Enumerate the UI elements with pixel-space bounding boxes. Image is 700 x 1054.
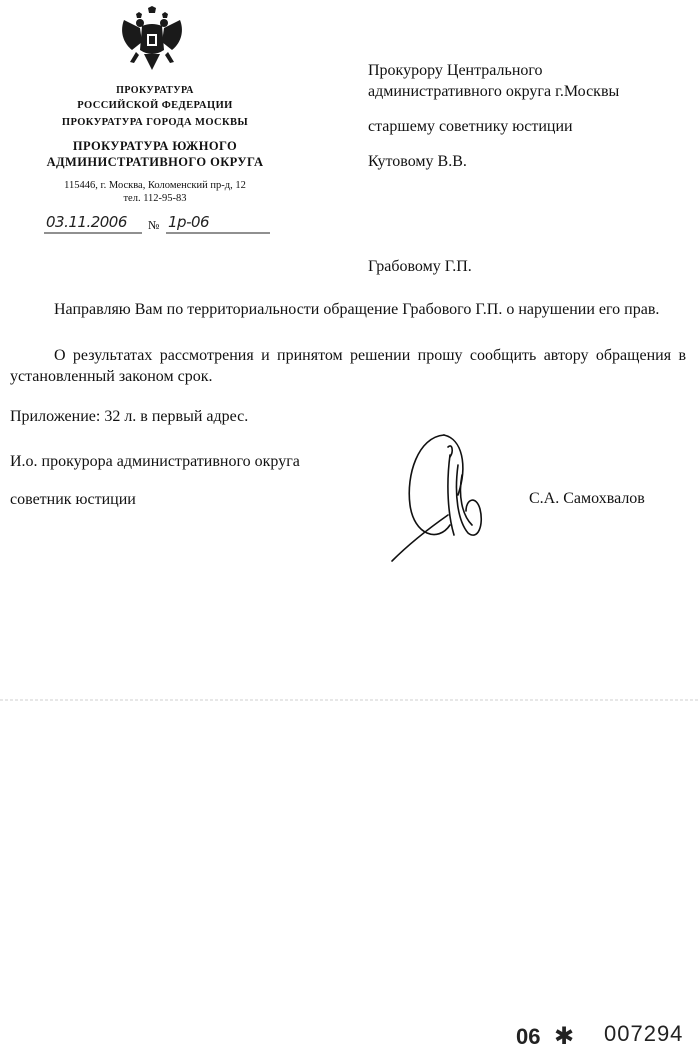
letterhead-line: ПРОКУРАТУРА ГОРОДА МОСКВЫ [61, 117, 249, 128]
letterhead-title: ПРОКУРАТУРА ЮЖНОГО [72, 139, 238, 153]
signatory-name: С.А. Самохвалов [529, 490, 645, 507]
addressee-line: старшему советнику юстиции [368, 118, 573, 135]
registration-number-label: № [148, 218, 160, 232]
fold-line [0, 698, 700, 702]
letterhead-address: 115446, г. Москва, Коломенский пр-д, 12 [64, 180, 246, 191]
letterhead-title: АДМИНИСТРАТИВНОГО ОКРУГА [46, 155, 264, 169]
letterhead-phone: тел. 112-95-83 [123, 193, 187, 204]
serial-prefix: 06 [516, 1024, 541, 1049]
letterhead-line: РОССИЙСКОЙ ФЕДЕРАЦИИ [77, 100, 233, 111]
registration-date: 03.11.2006 [46, 213, 127, 231]
signatory-position: И.о. прокурора административного округа [10, 453, 300, 470]
signature-icon [388, 425, 498, 575]
addressee-line: Прокурору Центрального [368, 62, 543, 79]
serial-number: 007294 [604, 1021, 684, 1046]
asterisk-icon: ✱ [554, 1022, 575, 1050]
emblem-icon [118, 6, 186, 78]
attachment-note: Приложение: 32 л. в первый адрес. [10, 408, 249, 425]
letterhead-line: ПРОКУРАТУРА [116, 85, 194, 96]
addressee-line: административного округа г.Москвы [368, 83, 620, 100]
body-paragraph: О результатах рассмотрения и принятом решении прошу сообщить автору обращения в установленный законом срок. [10, 347, 686, 385]
signatory-rank: советник юстиции [10, 491, 136, 508]
body-paragraph: Направляю Вам по территориальности обращение Грабового Г.П. о нарушении его прав. [54, 301, 660, 318]
addressee-name: Кутовому В.В. [368, 153, 467, 170]
copy-recipient: Грабовому Г.П. [368, 258, 472, 275]
registration-number: 1р-06 [168, 213, 210, 231]
